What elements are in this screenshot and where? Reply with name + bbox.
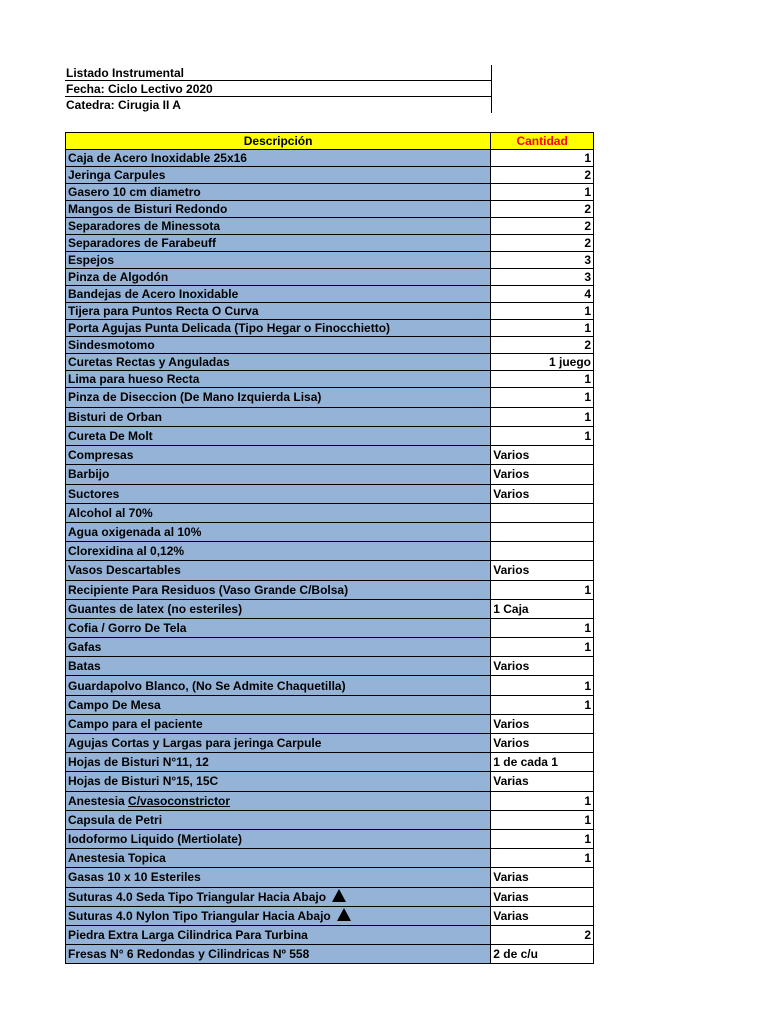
item-description: [66, 849, 491, 868]
item-description: [66, 167, 491, 184]
item-quantity: Varias: [491, 887, 594, 906]
table-row: [66, 734, 594, 753]
item-description-text: Espejos: [68, 253, 115, 267]
item-description-text: Fresas N° 6 Redondas y Cilindricas Nº 558: [68, 947, 310, 962]
item-quantity: 1 juego: [491, 354, 594, 371]
item-description-text: Agua oxigenada al 10%: [68, 525, 202, 540]
item-description-text: Cofia / Gorro De Tela: [68, 620, 187, 635]
item-quantity: 1: [491, 829, 594, 848]
item-quantity: Varios: [491, 484, 594, 503]
item-description: [66, 286, 491, 303]
item-description: [66, 303, 491, 320]
item-quantity: 1: [491, 150, 594, 167]
item-description: [66, 580, 491, 599]
instrument-table: [65, 132, 594, 964]
item-description: [66, 791, 491, 810]
item-description: [66, 542, 491, 561]
item-description-text: Gasas 10 x 10 Esteriles: [68, 870, 201, 885]
item-description-text: Batas: [68, 659, 101, 674]
item-description-text: Anestesia: [68, 793, 129, 808]
item-quantity: 1: [491, 695, 594, 714]
table-row: [66, 638, 594, 657]
item-description: [66, 734, 491, 753]
item-quantity: 3: [491, 252, 594, 269]
item-quantity: Varias: [491, 772, 594, 791]
item-description-text: Recipiente Para Residuos (Vaso Grande C/Bolsa): [68, 582, 349, 597]
item-quantity: Varias: [491, 868, 594, 887]
item-quantity: 1: [491, 184, 594, 201]
item-description: [66, 388, 491, 408]
item-quantity: 1: [491, 407, 594, 427]
item-description: [66, 887, 491, 906]
table-row: [66, 925, 594, 944]
item-quantity: [491, 522, 594, 541]
item-description: [66, 252, 491, 269]
item-quantity: Varias: [491, 906, 594, 925]
chair-label: Catedra: Cirugia II A: [66, 98, 181, 112]
item-description: [66, 810, 491, 829]
item-quantity: 1: [491, 676, 594, 695]
item-description-text: Jeringa Carpules: [68, 168, 166, 182]
table-row: [66, 252, 594, 269]
table-row: [66, 371, 594, 388]
item-description-text: Capsula de Petri: [68, 812, 163, 827]
item-quantity: 3: [491, 269, 594, 286]
item-description-text: Pinza de Diseccion (De Mano Izquierda Lisa): [68, 390, 322, 405]
item-description: [66, 676, 491, 695]
item-description-text: Suturas 4.0 Seda Tipo Triangular Hacia Abajo: [68, 890, 327, 905]
table-row: [66, 150, 594, 167]
item-description: [66, 337, 491, 354]
item-description: [66, 599, 491, 618]
table-row: [66, 753, 594, 772]
table-row: [66, 465, 594, 484]
column-header-description: Descripción: [66, 133, 491, 150]
triangle-up-icon: [337, 908, 351, 921]
item-quantity: 1: [491, 791, 594, 810]
item-description: [66, 320, 491, 337]
table-row: [66, 337, 594, 354]
table-row: [66, 945, 594, 964]
table-row: [66, 810, 594, 829]
item-quantity: Varios: [491, 446, 594, 465]
table-row: [66, 484, 594, 503]
item-quantity: 2: [491, 218, 594, 235]
table-row: [66, 354, 594, 371]
item-description: [66, 484, 491, 503]
table-row: [66, 184, 594, 201]
date-label: Fecha: Ciclo Lectivo 2020: [65, 81, 491, 97]
item-description: [66, 618, 491, 637]
item-description-text: Campo para el paciente: [68, 716, 203, 731]
item-description-text: Gafas: [68, 640, 102, 655]
item-description-text: Campo De Mesa: [68, 697, 161, 712]
item-quantity: 2: [491, 201, 594, 218]
table-row: [66, 407, 594, 427]
item-description-text: Hojas de Bisturi N°15, 15C: [68, 774, 219, 789]
table-row: [66, 446, 594, 465]
item-description-text: Clorexidina al 0,12%: [68, 544, 185, 559]
item-description: [66, 925, 491, 944]
item-description-text: Porta Agujas Punta Delicada (Tipo Hegar o Finocchietto): [68, 321, 391, 335]
table-row: [66, 618, 594, 637]
item-quantity: 1: [491, 810, 594, 829]
item-description: [66, 371, 491, 388]
item-description: [66, 354, 491, 371]
item-description-text: Alcohol al 70%: [68, 505, 153, 520]
item-quantity: 1: [491, 427, 594, 446]
item-quantity: 1: [491, 303, 594, 320]
table-row: [66, 791, 594, 810]
spreadsheet: [65, 65, 591, 962]
table-row: [66, 657, 594, 676]
item-description: [66, 695, 491, 714]
item-description-text: Caja de Acero Inoxidable 25x16: [68, 151, 247, 165]
table-row: [66, 906, 594, 925]
item-description: [66, 829, 491, 848]
table-row: [66, 714, 594, 733]
item-quantity: 1: [491, 388, 594, 408]
item-description-text: Hojas de Bisturi N°11, 12: [68, 755, 209, 770]
item-quantity: 1: [491, 371, 594, 388]
item-description-text: Gasero 10 cm diametro: [68, 185, 201, 199]
item-quantity: 1: [491, 580, 594, 599]
item-description: [66, 522, 491, 541]
item-quantity: Varios: [491, 657, 594, 676]
table-row: [66, 829, 594, 848]
item-description: [66, 772, 491, 791]
item-description-text: Separadores de Farabeuff: [68, 236, 217, 250]
table-row: [66, 542, 594, 561]
table-row: [66, 167, 594, 184]
item-description: [66, 714, 491, 733]
table-row: [66, 235, 594, 252]
item-quantity: 1: [491, 320, 594, 337]
table-row: [66, 269, 594, 286]
item-description-text: Suctores: [68, 486, 120, 501]
item-quantity: 2: [491, 337, 594, 354]
item-description: [66, 657, 491, 676]
item-description: [66, 446, 491, 465]
item-quantity: 1: [491, 638, 594, 657]
item-description-text: Barbijo: [68, 467, 110, 482]
item-description-text: Bandejas de Acero Inoxidable: [68, 287, 239, 301]
table-row: [66, 849, 594, 868]
item-quantity: 4: [491, 286, 594, 303]
table-row: [66, 676, 594, 695]
item-quantity: Varios: [491, 714, 594, 733]
table-row: [66, 695, 594, 714]
item-quantity: Varios: [491, 465, 594, 484]
item-description: [66, 218, 491, 235]
table-row: [66, 599, 594, 618]
item-description: [66, 150, 491, 167]
item-description: [66, 407, 491, 427]
table-row: [66, 201, 594, 218]
item-description-text: Suturas 4.0 Nylon Tipo Triangular Hacia Abajo: [68, 909, 331, 924]
item-description-text: Pinza de Algodón: [68, 270, 169, 284]
table-row: [66, 561, 594, 580]
item-description: [66, 201, 491, 218]
item-quantity: [491, 542, 594, 561]
table-row: [66, 388, 594, 408]
item-quantity: 2: [491, 925, 594, 944]
item-description-text: Guardapolvo Blanco, (No Se Admite Chaquetilla): [68, 678, 346, 693]
item-description: [66, 465, 491, 484]
table-row: [66, 218, 594, 235]
table-row: [66, 503, 594, 522]
item-description-text: Bisturi de Orban: [68, 409, 163, 424]
item-description-text: Separadores de Minessota: [68, 219, 221, 233]
item-description: [66, 427, 491, 446]
table-row: [66, 427, 594, 446]
item-description: [66, 753, 491, 772]
item-quantity: [491, 503, 594, 522]
table-row: [66, 522, 594, 541]
item-description: [66, 906, 491, 925]
item-quantity: 1: [491, 849, 594, 868]
column-header-quantity: Cantidad: [491, 133, 594, 150]
item-quantity: 2: [491, 235, 594, 252]
item-description: [66, 235, 491, 252]
item-quantity: 2: [491, 167, 594, 184]
item-quantity: Varios: [491, 734, 594, 753]
item-description-underlined: C/vasoconstrictor: [128, 793, 231, 808]
item-description: [66, 503, 491, 522]
table-row: [66, 772, 594, 791]
table-row: [66, 887, 594, 906]
item-description-text: Agujas Cortas y Largas para jeringa Carpule: [68, 736, 322, 751]
item-description-text: Lima para hueso Recta: [68, 372, 200, 386]
triangle-up-icon: [332, 889, 346, 902]
table-row: [66, 320, 594, 337]
item-description-text: Compresas: [68, 448, 134, 463]
header-block: [65, 65, 492, 113]
item-description-text: Iodoformo Liquido (Mertiolate): [68, 832, 242, 847]
item-description-text: Piedra Extra Larga Cilindrica Para Turbina: [68, 927, 308, 942]
item-description: [66, 561, 491, 580]
item-description-text: Anestesia Topica: [68, 851, 166, 866]
item-description-text: Cureta De Molt: [68, 429, 153, 444]
item-quantity: 2 de c/u: [491, 945, 594, 964]
item-description-text: Vasos Descartables: [68, 563, 181, 578]
table-header-row: [66, 133, 594, 150]
table-row: [66, 303, 594, 320]
list-title: Listado Instrumental: [65, 65, 491, 81]
item-description-text: Mangos de Bisturi Redondo: [68, 202, 228, 216]
item-quantity: Varios: [491, 561, 594, 580]
item-description: [66, 184, 491, 201]
item-description: [66, 269, 491, 286]
item-quantity: 1 Caja: [491, 599, 594, 618]
table-row: [66, 868, 594, 887]
table-row: [66, 286, 594, 303]
item-description-text: Tijera para Puntos Recta O Curva: [68, 304, 259, 318]
item-description: [66, 638, 491, 657]
item-description: [66, 868, 491, 887]
item-description-text: Curetas Rectas y Anguladas: [68, 355, 230, 369]
table-row: [66, 580, 594, 599]
item-description-text: Sindesmotomo: [68, 338, 155, 352]
item-quantity: 1 de cada 1: [491, 753, 594, 772]
item-description-text: Guantes de latex (no esteriles): [68, 601, 243, 616]
item-quantity: 1: [491, 618, 594, 637]
item-description: [66, 945, 491, 964]
